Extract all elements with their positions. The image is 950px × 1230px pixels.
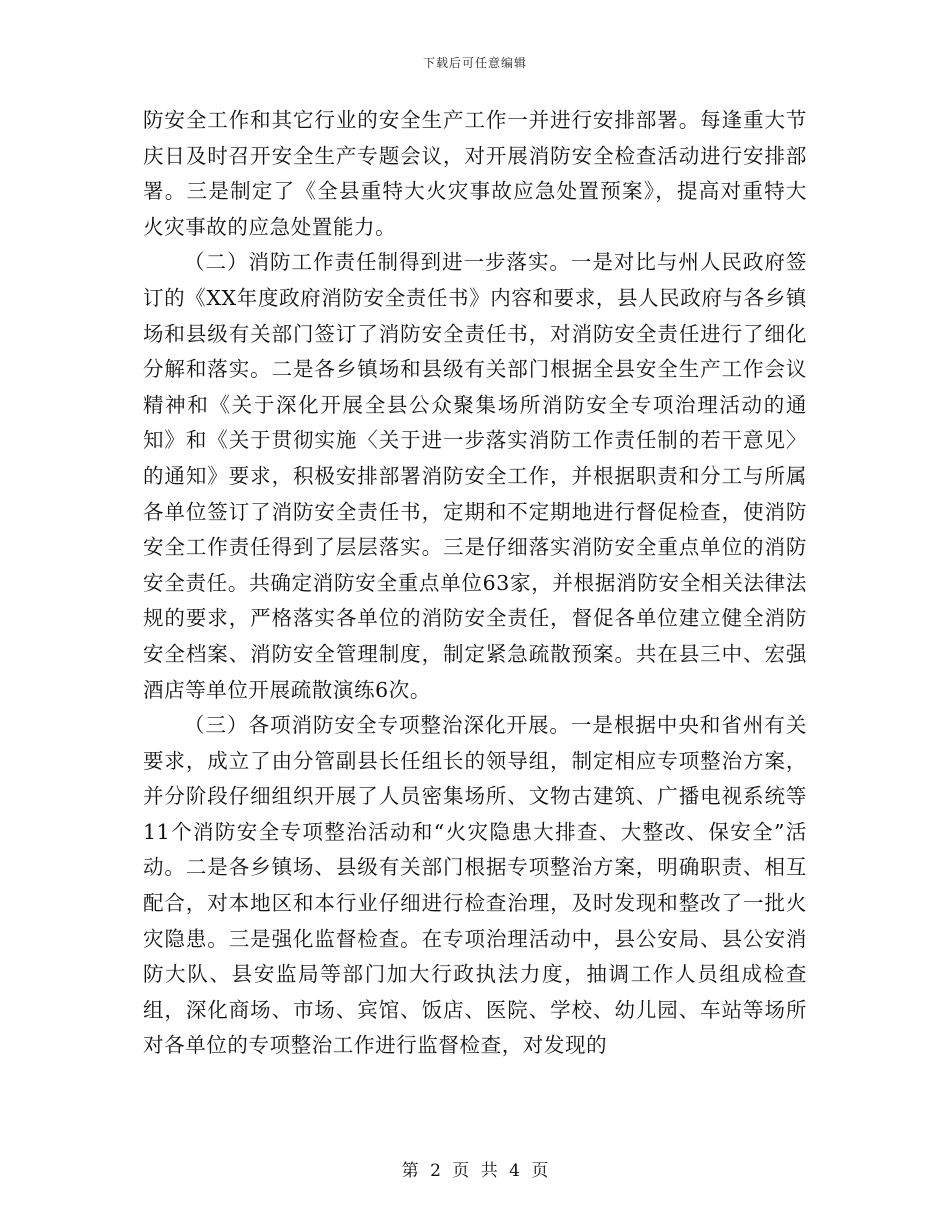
paragraph-continuation: 防安全工作和其它行业的安全生产工作一并进行安排部署。每逢重大节庆日及时召开安全生产专题会议，对开展消防安全检查活动进行安排部署。三是制定了《全县重特大火灾事故应急处置预案》，提高对重特大火灾事故的应急处置能力。 <box>143 108 807 239</box>
page-header: 下载后可任意编辑 <box>422 56 527 70</box>
document-body <box>143 103 807 1064</box>
page-number: 第 2 页 共 4 页 <box>401 1161 549 1181</box>
paragraph-section-3: （三）各项消防安全专项整治深化开展。一是根据中央和省州有关要求，成立了由分管副县长任组长的领导组，制定相应专项整治方案，并分阶段仔细组织开展了人员密集场所、文物古建筑、广播电视系统等11个消防安全专项整治活动和“火灾隐患大排查、大整改、保安全”活动。二是各乡镇场、县级有关部门根据专项整治方案，明确职责、相互配合，对本地区和本行业仔细进行检查治理，及时发现和整改了一批火灾隐患。三是强化监督检查。在专项治理活动中，县公安局、县公安消防大队、县安监局等部门加大行政执法力度，抽调工作人员组成检查组，深化商场、市场、宾馆、饭店、医院、学校、幼儿园、车站等场所对各单位的专项整治工作进行监督检查，对发现的 <box>143 713 807 1058</box>
paragraph-section-2: （二）消防工作责任制得到进一步落实。一是对比与州人民政府签订的《XX年度政府消防安全责任书》内容和要求，县人民政府与各乡镇场和县级有关部门签订了消防安全责任书，对消防安全责任进行了细化分解和落实。二是各乡镇场和县级有关部门根据全县安全生产工作会议精神和《关于深化开展全县公众聚集场所消防安全专项治理活动的通知》和《关于贯彻实施〈关于进一步落实消防工作责任制的若干意见〉的通知》要求，积极安排部署消防安全工作，并根据职责和分工与所属各单位签订了消防安全责任书，定期和不定期地进行督促检查，使消防安全工作责任得到了层层落实。三是仔细落实消防安全重点单位的消防安全责任。共确定消防安全重点单位63家，并根据消防安全相关法律法规的要求，严格落实各单位的消防安全责任，督促各单位建立健全消防安全档案、消防安全管理制度，制定紧急疏散预案。共在县三中、宏强酒店等单位开展疏散演练6次。 <box>143 250 807 702</box>
